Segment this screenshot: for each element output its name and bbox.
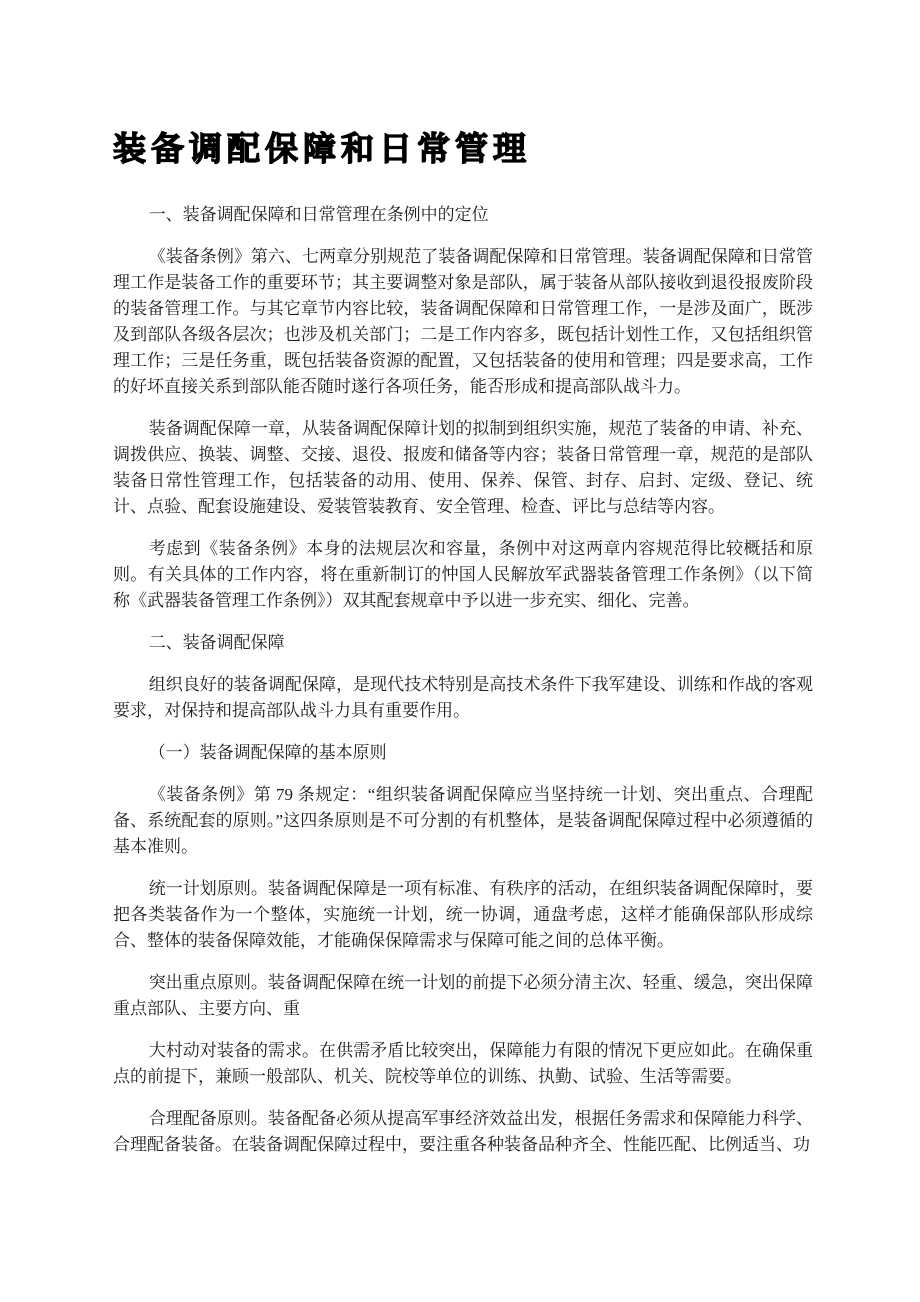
paragraph-regulation-refinement: 考虑到《装备条例》本身的法规层次和容量，条例中对这两章内容规范得比较概括和原则。有关具体的工作内容，将在重新制订的忡国人民解放军武器装备管理工作条例》（以下简称《武器装备管理工作条例》）双其配套规章中予以进一步充实、细化、完善。 [113, 539, 813, 610]
paragraph-demand-balance: 大村动对装备的需求。在供需矛盾比较突出，保障能力有限的情况下更应如此。在确保重点的前提下，兼顾一般部队、机关、院校等单位的训练、执勤、试验、生活等需要。 [113, 1041, 813, 1086]
section-heading-allocation-support: 二、装备调配保障 [148, 633, 285, 652]
paragraph-key-priorities: 突出重点原则。装备调配保障在统一计划的前提下必须分清主次、轻重、缓急，突出保障重点部队、主要方向、重 [113, 973, 813, 1018]
paragraph-unified-planning: 统一计划原则。装备调配保障是一项有标准、有秩序的活动，在组织装备调配保障时，要把各类装备作为一个整体，实施统一计划，统一协调，通盘考虑，这样才能确保部队形成综合、整体的装备保障效能，才能确保保障需求与保障可能之间的总体平衡。 [113, 879, 813, 950]
paragraph-chapter-contents: 装备调配保障一章，从装备调配保障计划的拟制到组织实施，规范了装备的申请、补充、调拨供应、换装、调整、交接、退役、报废和储备等内容；装备日常管理一章，规范的是部队装备日常性管理工作，包括装备的动用、使用、保养、保管、封存、启封、定级、登记、统计、点验、配套设施建设、爱装管装教育、安全管理、检查、评比与总结等内容。 [113, 419, 813, 516]
paragraph-article-79: 《装备条例》第 79 条规定：“组织装备调配保障应当坚持统一计划、突出重点、合理配备、系统配套的原则。”这四条原则是不可分割的有机整体，是装备调配保障过程中必须遵循的基本准则。 [113, 785, 813, 856]
section-heading-definition: 一、装备调配保障和日常管理在条例中的定位 [148, 205, 489, 224]
subsection-heading-basic-principles: （一）装备调配保障的基本原则 [148, 743, 387, 762]
paragraph-importance: 组织良好的装备调配保障，是现代技术特别是高技术条件下我军建设、训练和作战的客观要求，对保持和提高部队战斗力具有重要作用。 [113, 675, 813, 720]
paragraph-chapters-overview: 《装备条例》第六、七两章分别规范了装备调配保障和日常管理。装备调配保障和日常管理工作是装备工作的重要环节；其主要调整对象是部队，属于装备从部队接收到退役报废阶段的装备管理工作。与其它章节内容比较，装备调配保障和日常管理工作，一是涉及面广，既涉及到部队各级各层次；也涉及机关部门；二是工作内容多，既包括计划性工作，又包括组织管理工作；三是任务重，既包括装备资源的配置，又包括装备的使用和管理；四是要求高，工作的好坏直接关系到部队能否随时遂行各项任务，能否形成和提高部队战斗力。 [113, 247, 813, 396]
paragraph-rational-allocation: 合理配备原则。装备配备必须从提高军事经济效益出发，根据任务需求和保障能力科学、合理配备装备。在装备调配保障过程中，要注重各种装备品种齐全、性能匹配、比例适当、功 [113, 1109, 813, 1154]
document-title: 装备调配保障和日常管理 [113, 129, 531, 168]
